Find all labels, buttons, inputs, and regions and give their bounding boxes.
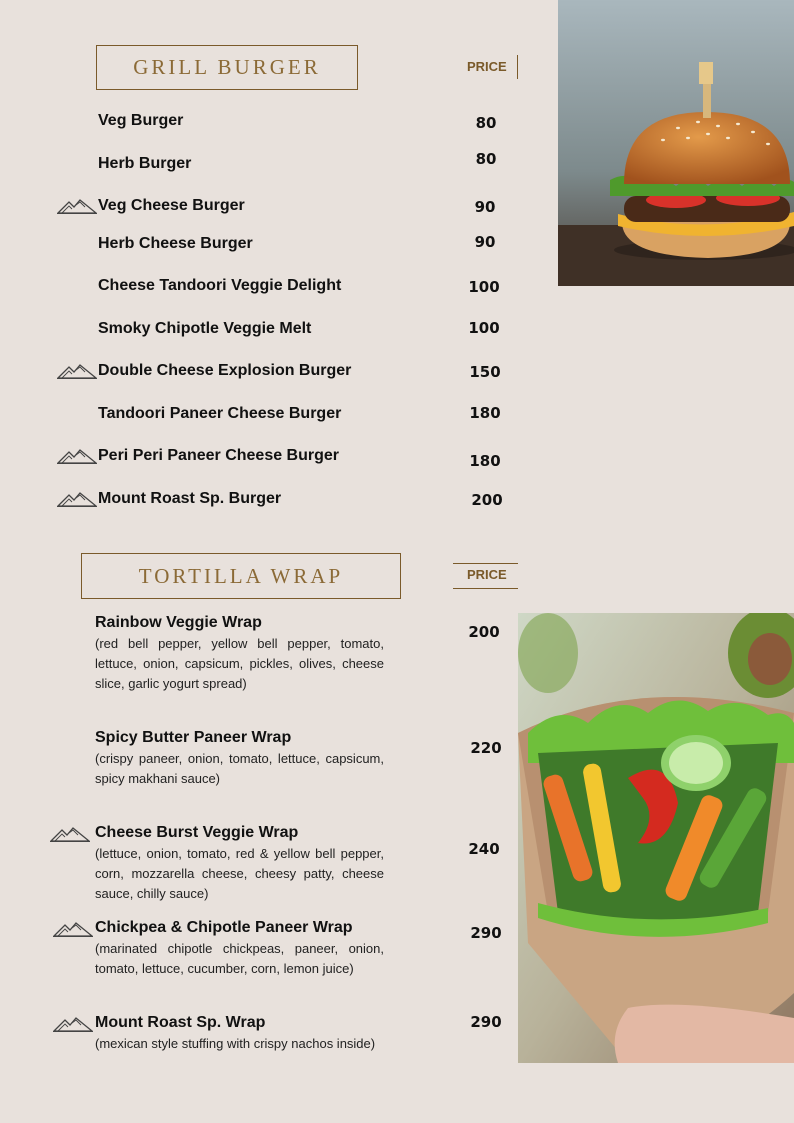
wrap-price-header: PRICE	[467, 567, 507, 582]
menu-item-name: Peri Peri Paneer Cheese Burger	[98, 447, 340, 464]
burger-photo	[558, 0, 794, 286]
mountain-icon	[57, 491, 97, 507]
menu-item-price: 100	[468, 278, 500, 296]
menu-item-price: 290	[470, 1013, 502, 1031]
menu-item-name: Mount Roast Sp. Burger	[98, 490, 282, 507]
menu-item-price: 100	[468, 319, 500, 337]
menu-item-name: Double Cheese Explosion Burger	[98, 362, 352, 379]
menu-item-name: Veg Burger	[98, 112, 184, 129]
menu-item-price: 90	[474, 233, 496, 251]
price-header-divider	[517, 55, 518, 79]
menu-item-description: (crispy paneer, onion, tomato, lettuce, capsicum, spicy makhani sauce)	[95, 751, 384, 786]
menu-item-name: Herb Cheese Burger	[98, 235, 253, 252]
mountain-icon	[53, 921, 93, 937]
menu-item-price: 200	[468, 623, 500, 641]
menu-item-name: Mount Roast Sp. Wrap	[95, 1014, 266, 1031]
menu-item-name: Smoky Chipotle Veggie Melt	[98, 320, 312, 337]
burger-price-header: PRICE	[467, 59, 507, 74]
wrap-section-title: TORTILLA WRAP	[81, 553, 401, 599]
mountain-icon	[53, 1016, 93, 1032]
menu-item-price: 290	[470, 924, 502, 942]
menu-item-price: 80	[475, 114, 497, 132]
menu-item-price: 150	[469, 363, 501, 381]
menu-item-name: Spicy Butter Paneer Wrap	[95, 729, 292, 746]
menu-item-description: (marinated chipotle chickpeas, paneer, onion, tomato, lettuce, cucumber, corn, lemon juice)	[95, 941, 384, 976]
menu-item-description: (lettuce, onion, tomato, red & yellow bell pepper, corn, mozzarella cheese, cheesy patty, cheese sauce, chilly sauce)	[95, 846, 384, 901]
menu-item-name: Chickpea & Chipotle Paneer Wrap	[95, 919, 353, 936]
menu-item-description: (mexican style stuffing with crispy nachos inside)	[95, 1036, 376, 1051]
menu-item-price: 180	[469, 404, 501, 422]
menu-item-price: 240	[468, 840, 500, 858]
menu-item-name: Cheese Tandoori Veggie Delight	[98, 277, 342, 294]
menu-item-name: Rainbow Veggie Wrap	[95, 614, 262, 631]
wrap-photo	[518, 613, 794, 1063]
mountain-icon	[57, 363, 97, 379]
mountain-icon	[57, 448, 97, 464]
menu-item-name: Cheese Burst Veggie Wrap	[95, 824, 299, 841]
price-header-line-bottom	[453, 588, 518, 589]
menu-item-price: 180	[469, 452, 501, 470]
mountain-icon	[57, 198, 97, 214]
menu-item-price: 200	[471, 491, 503, 509]
menu-item-price: 220	[470, 739, 502, 757]
menu-item-name: Veg Cheese Burger	[98, 197, 245, 214]
menu-item-price: 90	[474, 198, 496, 216]
price-header-line-top	[453, 563, 518, 564]
mountain-icon	[50, 826, 90, 842]
menu-item-price: 80	[475, 150, 497, 168]
menu-item-description: (red bell pepper, yellow bell pepper, tomato, lettuce, onion, capsicum, pickles, olives, cheese slice, garlic yogurt spread)	[95, 636, 384, 691]
menu-item-name: Tandoori Paneer Cheese Burger	[98, 405, 342, 422]
menu-item-name: Herb Burger	[98, 155, 192, 172]
burger-section-title: GRILL BURGER	[96, 45, 358, 90]
